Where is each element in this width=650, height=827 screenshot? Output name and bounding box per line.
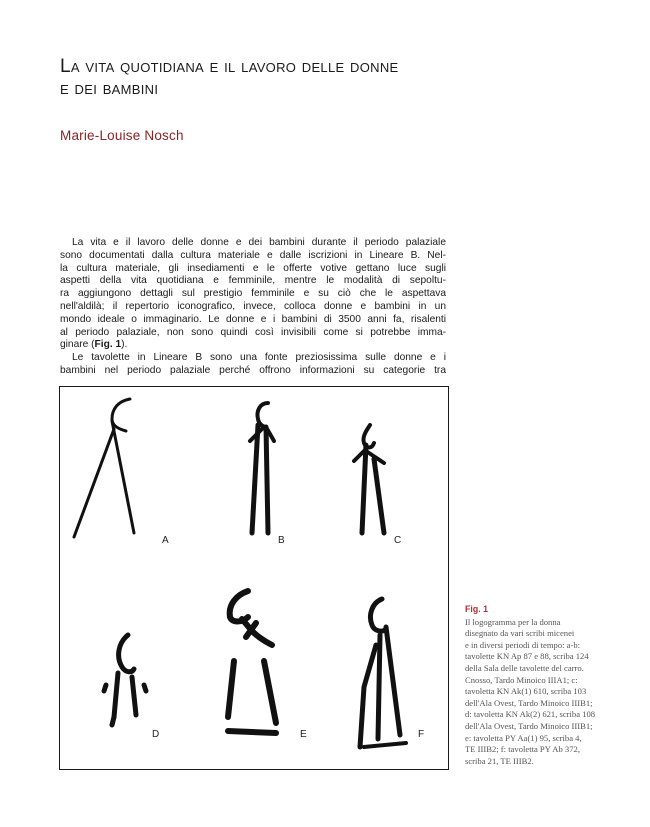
- logogram-e: [228, 591, 276, 733]
- body-paragraphs: [60, 237, 446, 378]
- body-line: Le tavolette in Lineare B sono una fonte preziosissima sulle donne e i: [72, 352, 446, 364]
- body-line: bambini nel periodo palaziale perché offrono informazioni su categorie tra: [60, 364, 446, 376]
- body-line: ra aggiungono dettagli sul prestigio femminile e su ciò che le aspettava: [60, 288, 446, 300]
- panel-label-e: E: [300, 729, 307, 740]
- panel-label-f: F: [418, 729, 425, 740]
- body-line: mondo ideale o immaginario. Le donne e i bambini di 3500 anni fa, risalenti: [60, 313, 446, 325]
- panel-label-c: C: [394, 535, 402, 546]
- caption-line: tavolette KN Ap 87 e 88, scriba 124: [465, 651, 589, 662]
- body-line: nell'aldilà; il repertorio iconografico, invece, colloca donne e bambini in un: [60, 300, 446, 312]
- caption-line: Il logogramma per la donna: [465, 616, 561, 627]
- caption-line: disegnato da vari scribi micenei: [465, 628, 575, 639]
- figure-reference-link[interactable]: Fig. 1: [94, 339, 122, 351]
- body-line-with-figure-ref: [60, 339, 446, 352]
- author-name: Marie-Louise Nosch: [60, 128, 184, 143]
- caption-line: e in diversi periodi di tempo: a-b:: [465, 639, 581, 650]
- article-title: [60, 56, 580, 100]
- logogram-c: [354, 425, 384, 533]
- caption-line: TE IIIB2; f: tavoletta PY Ab 372,: [465, 744, 580, 755]
- body-line-text: ).: [121, 339, 128, 351]
- panel-label-d: D: [152, 729, 160, 740]
- caption-label: Fig. 1: [465, 604, 488, 614]
- title-line: La vita quotidiana e il lavoro delle donne: [60, 56, 399, 77]
- logogram-b: [250, 403, 274, 533]
- caption-line: Cnosso, Tardo Minoico IIIA1; c:: [465, 674, 578, 685]
- caption-line: scriba 21, TE IIIB2.: [465, 755, 534, 766]
- caption-line: dell'Ala Ovest, Tardo Minoico IIIB1;: [465, 697, 593, 708]
- panel-label-b: B: [278, 535, 285, 546]
- panel-label-a: A: [162, 535, 169, 546]
- caption-line: e: tavoletta PY Aa(1) 95, scriba 4,: [465, 732, 582, 743]
- body-line: sono documentati dalla cultura materiale e dalle iscrizioni in Lineare B. Nel-: [60, 249, 446, 261]
- caption-line: della Sala delle tavolette del carro.: [465, 662, 584, 673]
- title-line: e dei bambini: [60, 78, 159, 99]
- caption-line: tavoletta KN Ak(1) 610, scriba 103: [465, 686, 587, 697]
- logogram-d: [104, 635, 146, 725]
- logogram-a: [74, 399, 134, 537]
- body-line: al periodo palaziale, non sono quindi così invisibili come si potrebbe imma-: [60, 326, 446, 338]
- body-line: aspetti della vita quotidiana e femminile, mentre le modalità di sepoltu-: [60, 275, 446, 287]
- body-line: La vita e il lavoro delle donne e dei bambini durante il periodo palaziale: [72, 237, 446, 248]
- logogram-drawings: [60, 387, 448, 769]
- caption-line: d: tavoletta KN Ak(2) 621, scriba 108: [465, 709, 596, 720]
- body-line-text: ginare (: [60, 339, 95, 351]
- caption-line: dell'Ala Ovest, Tardo Minoico IIIB1;: [465, 720, 593, 731]
- figure-caption: [465, 604, 605, 767]
- figure-logograms: [59, 386, 449, 770]
- logogram-f: [360, 599, 406, 747]
- body-line: la cultura materiale, gli insediamenti e le offerte votive gettano luce sugli: [60, 262, 446, 274]
